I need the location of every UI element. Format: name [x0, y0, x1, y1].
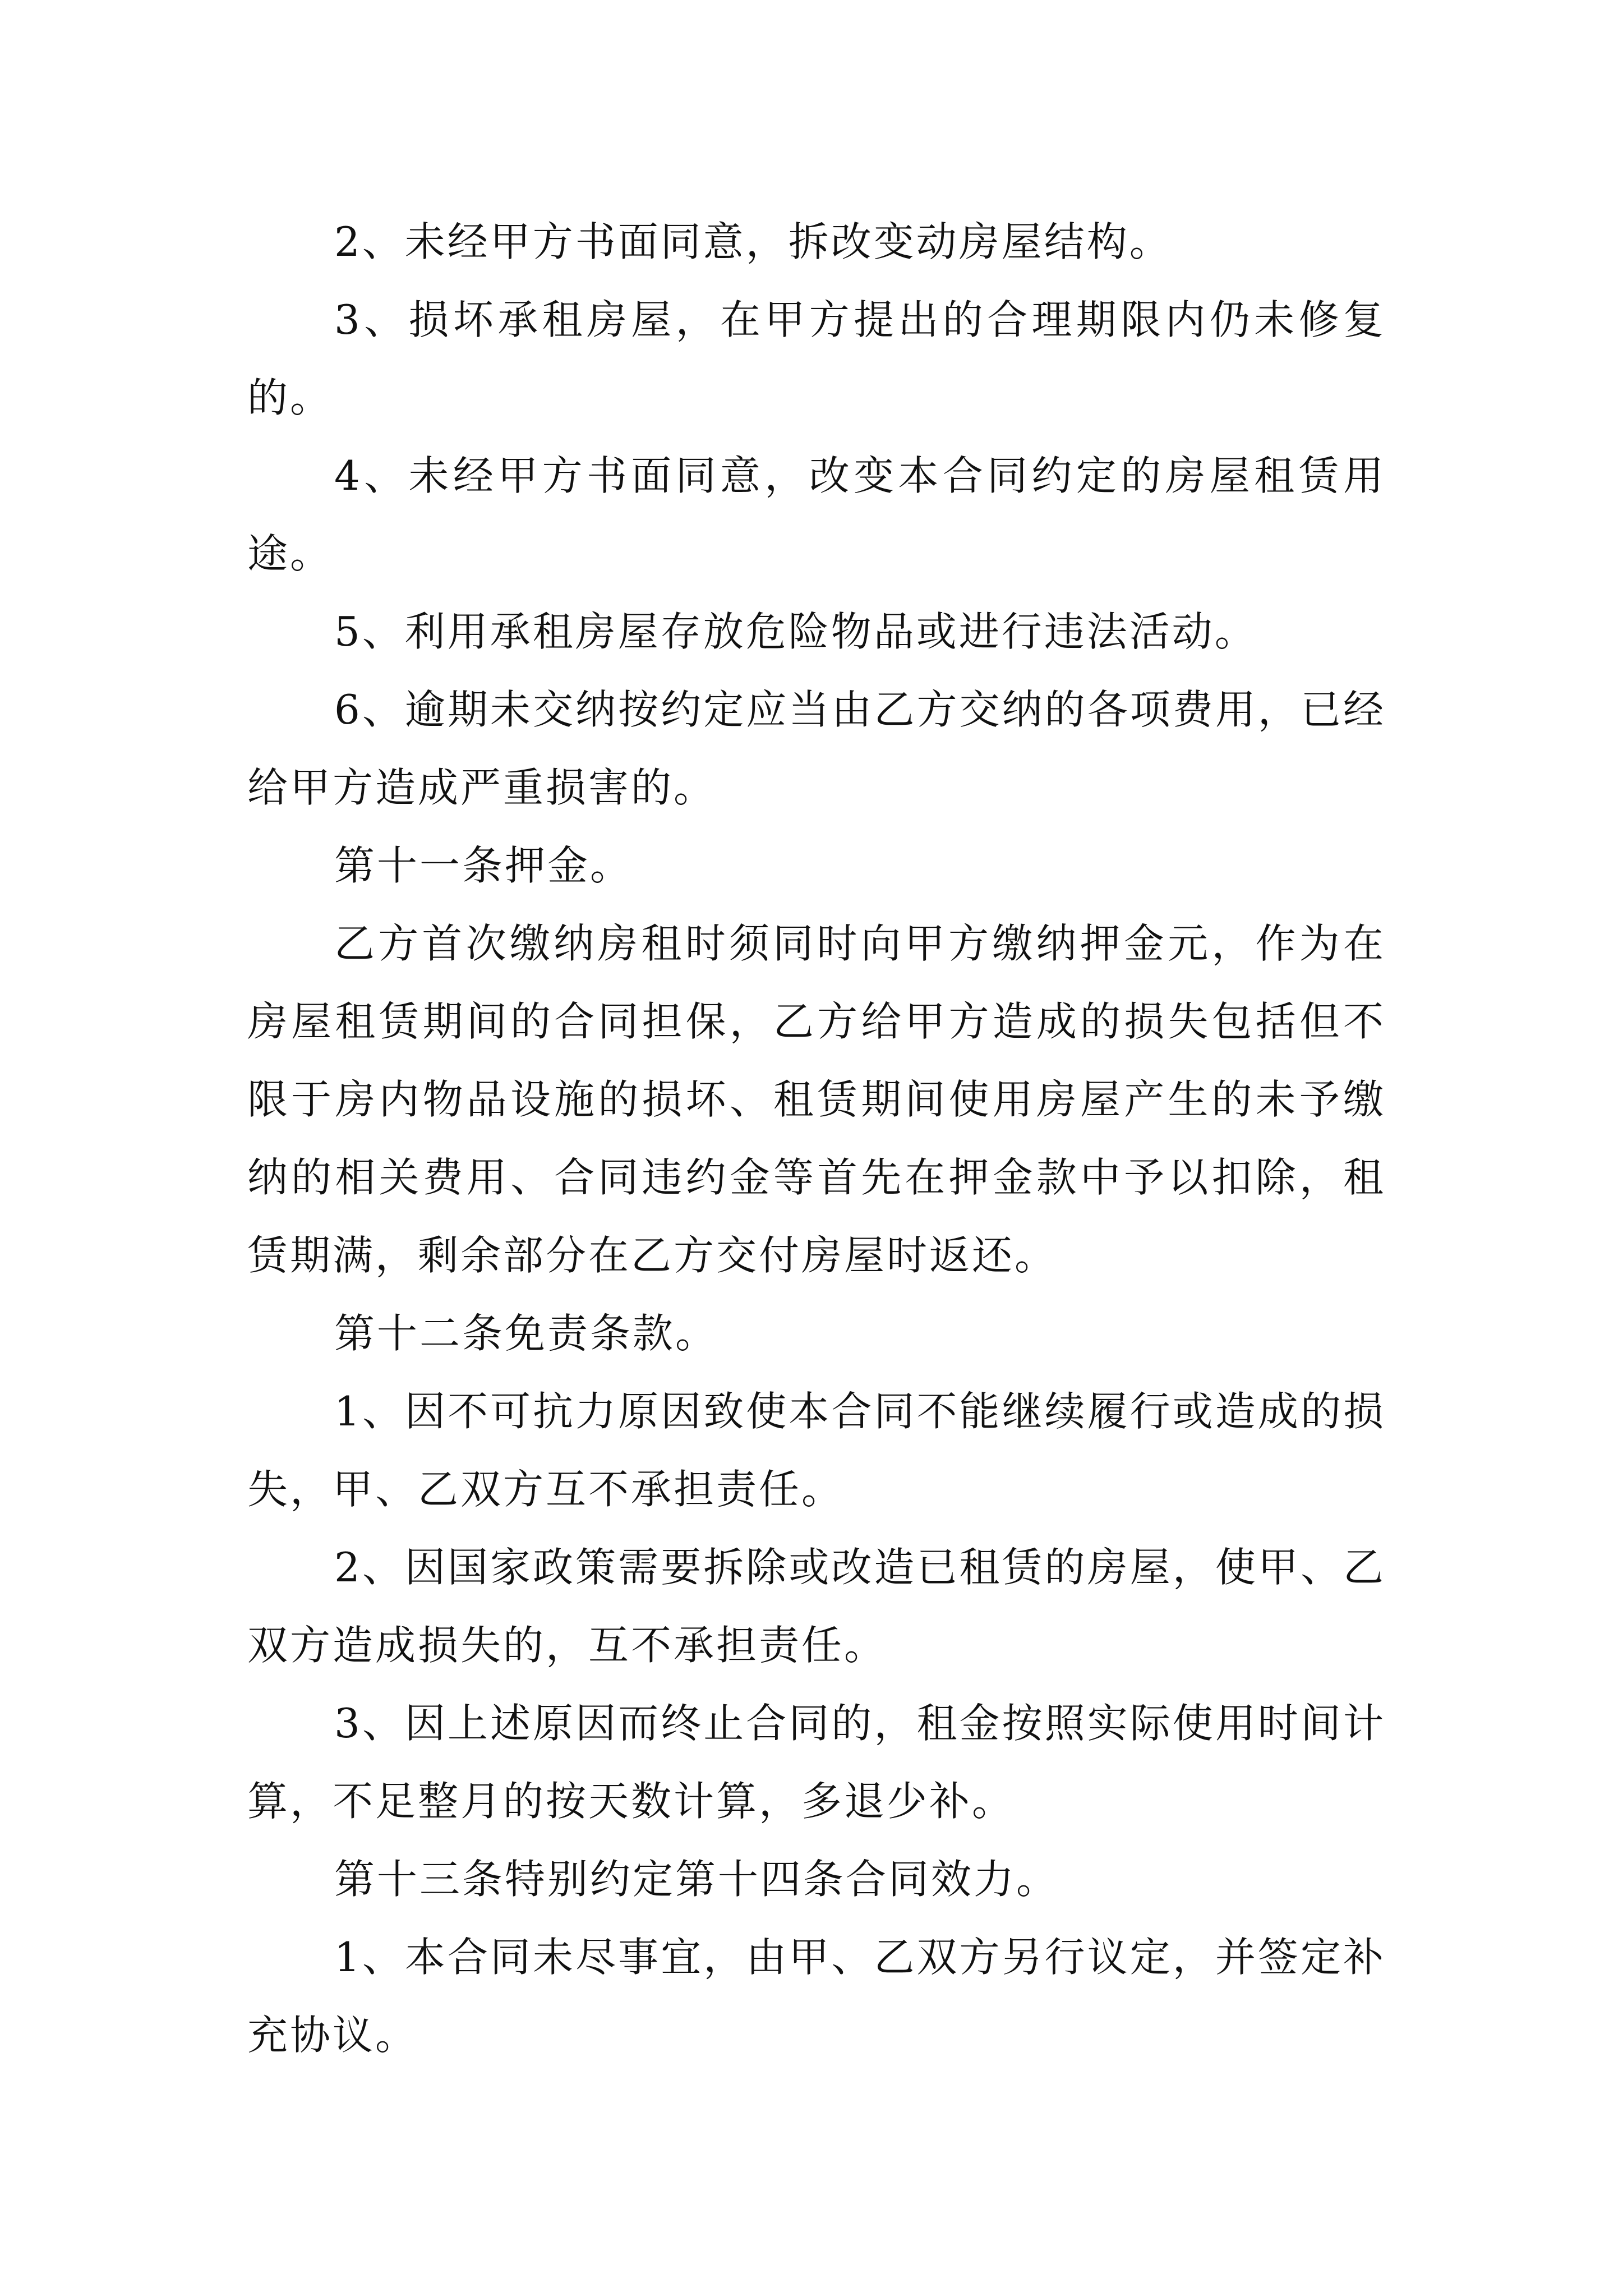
- document-body: [247, 203, 1386, 2074]
- paragraph-clause-5: 5、利用承租房屋存放危险物品或进行违法活动。: [334, 608, 1257, 655]
- paragraph-clause-2: 2、未经甲方书面同意，拆改变动房屋结构。: [334, 218, 1172, 265]
- article-12-item-1: 1、因不可抗力原因致使本合同不能继续履行或造成的损失，甲、乙双方互不承担责任。: [247, 1388, 1386, 1513]
- article-13-14-heading: 第十三条特别约定第十四条合同效力。: [334, 1856, 1059, 1903]
- article-11-body: 乙方首次缴纳房租时须同时向甲方缴纳押金元，作为在房屋租赁期间的合同担保，乙方给甲方造成的损失包括但不限于房内物品设施的损坏、租赁期间使用房屋产生的未予缴纳的相关费用、合同违约金等首先在押金款中予以扣除，租赁期满，剩余部分在乙方交付房屋时返还。: [247, 920, 1386, 1279]
- article-12-heading: 第十二条免责条款。: [334, 1310, 718, 1357]
- article-12-item-2: 2、因国家政策需要拆除或改造已租赁的房屋，使甲、乙双方造成损失的，互不承担责任。: [247, 1544, 1386, 1669]
- article-14-item-1: 1、本合同未尽事宜，由甲、乙双方另行议定，并签定补充协议。: [247, 1934, 1386, 2059]
- paragraph-clause-3: 3、损坏承租房屋，在甲方提出的合理期限内仍未修复的。: [247, 296, 1386, 421]
- article-11-heading: 第十一条押金。: [334, 842, 633, 889]
- paragraph-clause-4: 4、未经甲方书面同意，改变本合同约定的房屋租赁用途。: [247, 452, 1386, 577]
- paragraph-clause-6: 6、逾期未交纳按约定应当由乙方交纳的各项费用，已经给甲方造成严重损害的。: [247, 686, 1386, 811]
- article-12-item-3: 3、因上述原因而终止合同的，租金按照实际使用时间计算，不足整月的按天数计算，多退少补。: [247, 1700, 1386, 1825]
